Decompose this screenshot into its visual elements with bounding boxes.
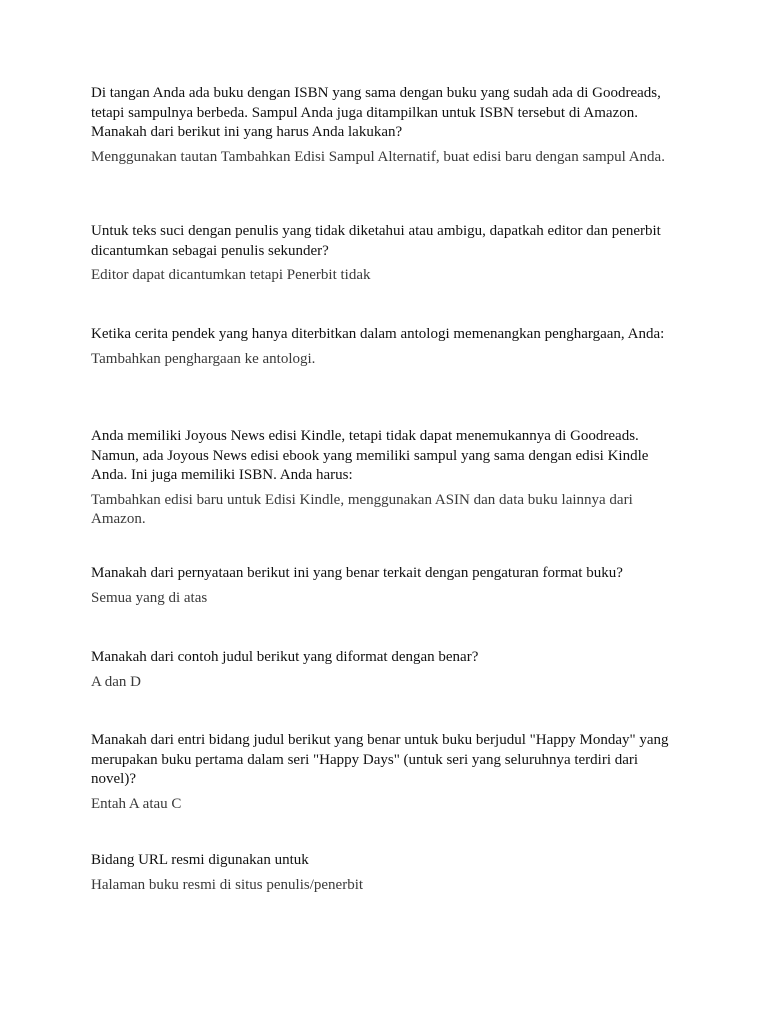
qa-item-1 [91,84,681,167]
question-text: Ketika cerita pendek yang hanya diterbitkan dalam antologi memenangkan penghargaan, Anda: [91,326,665,342]
question-text: Untuk teks suci dengan penulis yang tidak diketahui atau ambigu, dapatkah editor dan penerbit dicantumkan sebagai penulis sekunder? [91,223,661,259]
qa-item-3 [91,325,681,369]
question-text: Manakah dari contoh judul berikut yang diformat dengan benar? [91,649,479,665]
answer-text: Menggunakan tautan Tambahkan Edisi Sampul Alternatif, buat edisi baru dengan sampul Anda. [91,148,665,165]
answer-text: Halaman buku resmi di situs penulis/penerbit [91,876,364,893]
answer-text: Tambahkan edisi baru untuk Edisi Kindle, menggunakan ASIN dan data buku lainnya dari Amazon. [91,491,633,527]
qa-item-7 [91,731,681,814]
answer-text: Semua yang di atas [91,589,208,606]
question-text: Bidang URL resmi digunakan untuk [91,852,309,868]
qa-item-2 [91,222,681,286]
question-text: Manakah dari entri bidang judul berikut yang benar untuk buku berjudul "Happy Monday" yang merupakan buku pertama dalam seri "Happy Days" (untuk seri yang seluruhnya terdiri dari novel)? [91,732,669,787]
qa-item-8 [91,851,681,895]
question-text: Di tangan Anda ada buku dengan ISBN yang sama dengan buku yang sudah ada di Goodreads, tetapi sampulnya berbeda. Sampul Anda juga ditampilkan untuk ISBN tersebut di Amazon. Manakah dari berikut ini yang harus Anda lakukan? [91,85,661,140]
qa-item-6 [91,648,681,692]
question-text: Manakah dari pernyataan berikut ini yang benar terkait dengan pengaturan format buku? [91,565,623,581]
question-text: Anda memiliki Joyous News edisi Kindle, tetapi tidak dapat menemukannya di Goodreads. Namun, ada Joyous News edisi ebook yang memiliki sampul yang sama dengan edisi Kindle Anda. Ini juga memiliki ISBN. Anda harus: [91,428,649,483]
qa-item-4 [91,427,681,530]
answer-text: A dan D [91,673,141,690]
answer-text: Tambahkan penghargaan ke antologi. [91,350,316,367]
qa-item-5 [91,564,681,608]
answer-text: Editor dapat dicantumkan tetapi Penerbit tidak [91,267,371,283]
answer-text: Entah A atau C [91,795,182,812]
